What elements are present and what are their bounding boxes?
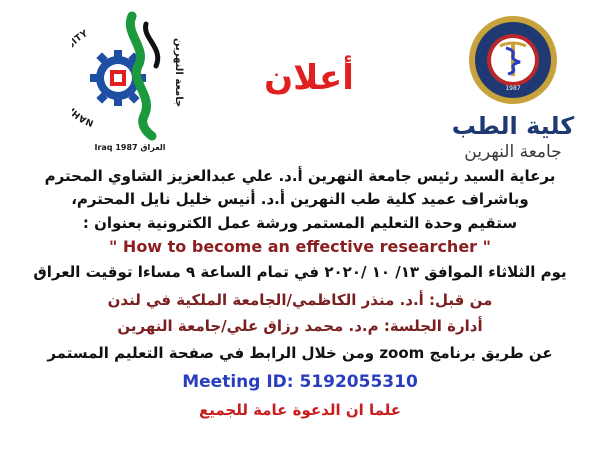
patronage-line: برعاية السيد رئيس جامعة النهرين أ.د. علي عبدالعزيز الشاوي المحترم <box>44 167 556 185</box>
public-invitation-note: علما ان الدعوة عامة للجميع <box>198 401 402 419</box>
college-subtitle: جامعة النهرين <box>464 142 562 162</box>
workshop-intro-line: ستقيم وحدة التعليم المستمر ورشة عمل الكترونية بعنوان : <box>82 214 518 232</box>
presenter-line: من قبل: أ.د. منذر الكاظمي/الجامعة الملكية في لندن <box>107 291 493 309</box>
college-title: كلية الطب <box>451 112 575 140</box>
platform-line: عن طريق برنامج zoom ومن خلال الرابط في صفحة التعليم المستمر <box>47 344 553 362</box>
workshop-title: " How to become an effective researcher " <box>109 237 491 256</box>
logo-arabic-name: جامعة النهرين <box>173 38 184 108</box>
logo-founded-text: Iraq 1987 العراق <box>94 143 166 152</box>
university-emblem-icon <box>72 4 188 156</box>
moderator-line: أدارة الجلسة: م.د. محمد رزاق علي/جامعة النهرين <box>117 317 483 335</box>
medicine-seal-icon <box>448 14 578 110</box>
seal-year: 1987 <box>505 85 521 92</box>
date-time-line: يوم الثلاثاء الموافق ١٣/ ١٠ /٢٠٢٠ في تمام الساعة ٩ مساءا توقيت العراق <box>33 263 567 281</box>
announcement-heading: أعلان <box>264 58 354 98</box>
logo-arc-text: NA TY <box>73 29 96 128</box>
nahrain-university-logo <box>72 4 188 156</box>
meeting-id: Meeting ID: 5192055310 <box>182 372 418 392</box>
supervision-line: وباشراف عميد كلية طب النهرين أ.د. أنيس خليل نايل المحترم، <box>71 190 529 208</box>
